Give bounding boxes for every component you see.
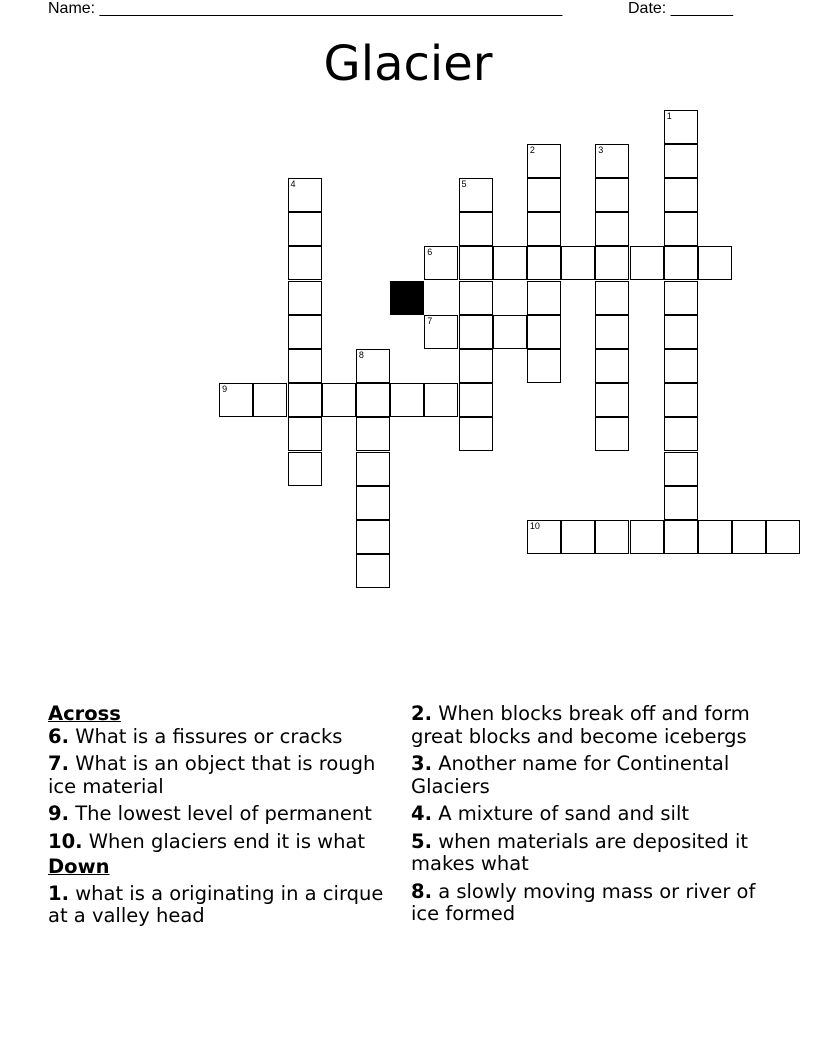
clue-down-5 bbox=[411, 831, 756, 876]
crossword-cell[interactable] bbox=[664, 178, 698, 212]
crossword-cell[interactable] bbox=[664, 110, 698, 144]
crossword-cell[interactable] bbox=[595, 178, 629, 212]
crossword-cell[interactable] bbox=[527, 349, 561, 383]
crossword-cell[interactable] bbox=[595, 520, 629, 554]
crossword-cell[interactable] bbox=[664, 212, 698, 246]
crossword-cell[interactable] bbox=[356, 554, 390, 588]
crossword-cell[interactable] bbox=[630, 246, 664, 280]
clue-number: 5. bbox=[411, 829, 432, 853]
clue-number: 3. bbox=[411, 752, 432, 775]
crossword-cell[interactable] bbox=[595, 349, 629, 383]
date-field-label: Date: _______ bbox=[628, 0, 733, 17]
crossword-cell[interactable] bbox=[630, 520, 664, 554]
clue-across-6 bbox=[48, 726, 393, 749]
crossword-cell[interactable] bbox=[766, 520, 800, 554]
clue-number: 1. bbox=[48, 881, 69, 905]
clues-column-right bbox=[411, 703, 756, 931]
clue-number-label: 1 bbox=[666, 110, 672, 121]
crossword-cell[interactable] bbox=[356, 520, 390, 554]
clue-across-10 bbox=[48, 831, 393, 854]
clue-down-4 bbox=[411, 803, 756, 826]
crossword-cell[interactable] bbox=[459, 383, 493, 417]
clue-across-7 bbox=[48, 753, 393, 798]
puzzle-title: Glacier bbox=[323, 36, 493, 92]
clue-text: When blocks break off and form great blocks and become icebergs bbox=[411, 702, 750, 748]
clue-text: A mixture of sand and silt bbox=[438, 802, 690, 825]
crossword-cell[interactable] bbox=[288, 246, 322, 280]
clue-number-label: 2 bbox=[529, 144, 535, 155]
crossword-cell[interactable] bbox=[664, 520, 698, 554]
crossword-cell[interactable] bbox=[288, 349, 322, 383]
clue-number: 8. bbox=[411, 879, 432, 903]
clue-number: 6. bbox=[48, 724, 69, 748]
crossword-cell[interactable] bbox=[561, 520, 595, 554]
crossword-cell[interactable] bbox=[424, 246, 458, 280]
crossword-cell[interactable] bbox=[356, 417, 390, 451]
clue-number: 9. bbox=[48, 802, 69, 825]
crossword-cell[interactable] bbox=[527, 178, 561, 212]
crossword-cell[interactable] bbox=[595, 144, 629, 178]
clue-number-label: 3 bbox=[598, 144, 604, 155]
crossword-cell[interactable] bbox=[356, 452, 390, 486]
clue-down-1 bbox=[48, 883, 393, 928]
crossword-cell[interactable] bbox=[493, 246, 527, 280]
crossword-cell[interactable] bbox=[356, 349, 390, 383]
crossword-cell[interactable] bbox=[664, 383, 698, 417]
clue-text: When glaciers end it is what bbox=[88, 829, 366, 853]
crossword-cell[interactable] bbox=[595, 212, 629, 246]
crossword-cell[interactable] bbox=[527, 281, 561, 315]
clue-text: Another name for Continental Glaciers bbox=[411, 752, 730, 798]
clue-number: 2. bbox=[411, 702, 432, 725]
clue-text: The lowest level of permanent bbox=[75, 802, 372, 825]
crossword-cell[interactable] bbox=[288, 178, 322, 212]
clue-number-label: 10 bbox=[529, 520, 540, 531]
crossword-cell[interactable] bbox=[390, 383, 424, 417]
crossword-cell[interactable] bbox=[459, 315, 493, 349]
clue-number-label: 6 bbox=[427, 247, 433, 258]
crossword-cell[interactable] bbox=[288, 383, 322, 417]
crossword-cell[interactable] bbox=[698, 246, 732, 280]
crossword-cell[interactable] bbox=[595, 246, 629, 280]
crossword-cell[interactable] bbox=[527, 315, 561, 349]
crossword-cell[interactable] bbox=[288, 281, 322, 315]
crossword-cell[interactable] bbox=[527, 212, 561, 246]
clue-number: 4. bbox=[411, 802, 432, 825]
crossword-cell[interactable] bbox=[664, 417, 698, 451]
clue-number-label: 9 bbox=[222, 384, 228, 395]
crossword-cell[interactable] bbox=[424, 383, 458, 417]
clue-down-2 bbox=[411, 703, 756, 748]
clue-text: what is a originating in a cirque at a valley head bbox=[48, 881, 384, 927]
crossword-cell[interactable] bbox=[698, 520, 732, 554]
crossword-cell[interactable] bbox=[459, 417, 493, 451]
clues-column-left bbox=[48, 703, 393, 933]
crossword-cell[interactable] bbox=[664, 281, 698, 315]
clue-number-label: 4 bbox=[290, 178, 296, 189]
crossword-cell[interactable] bbox=[356, 383, 390, 417]
crossword-cell[interactable] bbox=[664, 144, 698, 178]
clue-down-3 bbox=[411, 753, 756, 798]
clue-down-8 bbox=[411, 881, 756, 926]
across-heading: Across bbox=[48, 702, 121, 725]
crossword-cell[interactable] bbox=[595, 383, 629, 417]
clue-text: when materials are deposited it makes what bbox=[411, 829, 749, 875]
clue-text: a slowly moving mass or river of ice formed bbox=[411, 879, 756, 925]
crossword-cell[interactable] bbox=[561, 246, 595, 280]
crossword-cell[interactable] bbox=[459, 349, 493, 383]
crossword-cell[interactable] bbox=[595, 315, 629, 349]
crossword-cell[interactable] bbox=[459, 281, 493, 315]
crossword-cell[interactable] bbox=[288, 417, 322, 451]
down-heading: Down bbox=[48, 855, 110, 878]
crossword-cell[interactable] bbox=[732, 520, 766, 554]
clue-number-label: 8 bbox=[358, 349, 364, 360]
crossword-cell[interactable] bbox=[527, 144, 561, 178]
crossword-cell[interactable] bbox=[459, 212, 493, 246]
crossword-cell[interactable] bbox=[288, 212, 322, 246]
crossword-cell[interactable] bbox=[595, 281, 629, 315]
clue-text: What is an object that is rough ice material bbox=[48, 752, 376, 798]
crossword-block-cell bbox=[390, 281, 424, 315]
crossword-cell[interactable] bbox=[459, 178, 493, 212]
clue-number-label: 7 bbox=[427, 315, 433, 326]
crossword-cell[interactable] bbox=[459, 246, 493, 280]
crossword-cell[interactable] bbox=[288, 315, 322, 349]
clue-number-label: 5 bbox=[461, 178, 467, 189]
clue-number: 10. bbox=[48, 829, 83, 853]
crossword-cell[interactable] bbox=[288, 452, 322, 486]
crossword-cell[interactable] bbox=[664, 349, 698, 383]
crossword-cell[interactable] bbox=[664, 486, 698, 520]
crossword-cell[interactable] bbox=[664, 315, 698, 349]
crossword-cell[interactable] bbox=[253, 383, 287, 417]
crossword-cell[interactable] bbox=[322, 383, 356, 417]
name-field-label: Name: ____________________________________________________ bbox=[48, 0, 563, 17]
crossword-cell[interactable] bbox=[664, 246, 698, 280]
crossword-cell[interactable] bbox=[493, 315, 527, 349]
crossword-cell[interactable] bbox=[424, 315, 458, 349]
crossword-cell[interactable] bbox=[527, 520, 561, 554]
crossword-cell[interactable] bbox=[595, 417, 629, 451]
crossword-cell[interactable] bbox=[219, 383, 253, 417]
crossword-cell[interactable] bbox=[527, 246, 561, 280]
crossword-cell[interactable] bbox=[664, 452, 698, 486]
clue-across-9 bbox=[48, 803, 393, 826]
crossword-cell[interactable] bbox=[356, 486, 390, 520]
clue-text: What is a fissures or cracks bbox=[75, 724, 343, 748]
clue-number: 7. bbox=[48, 752, 69, 775]
